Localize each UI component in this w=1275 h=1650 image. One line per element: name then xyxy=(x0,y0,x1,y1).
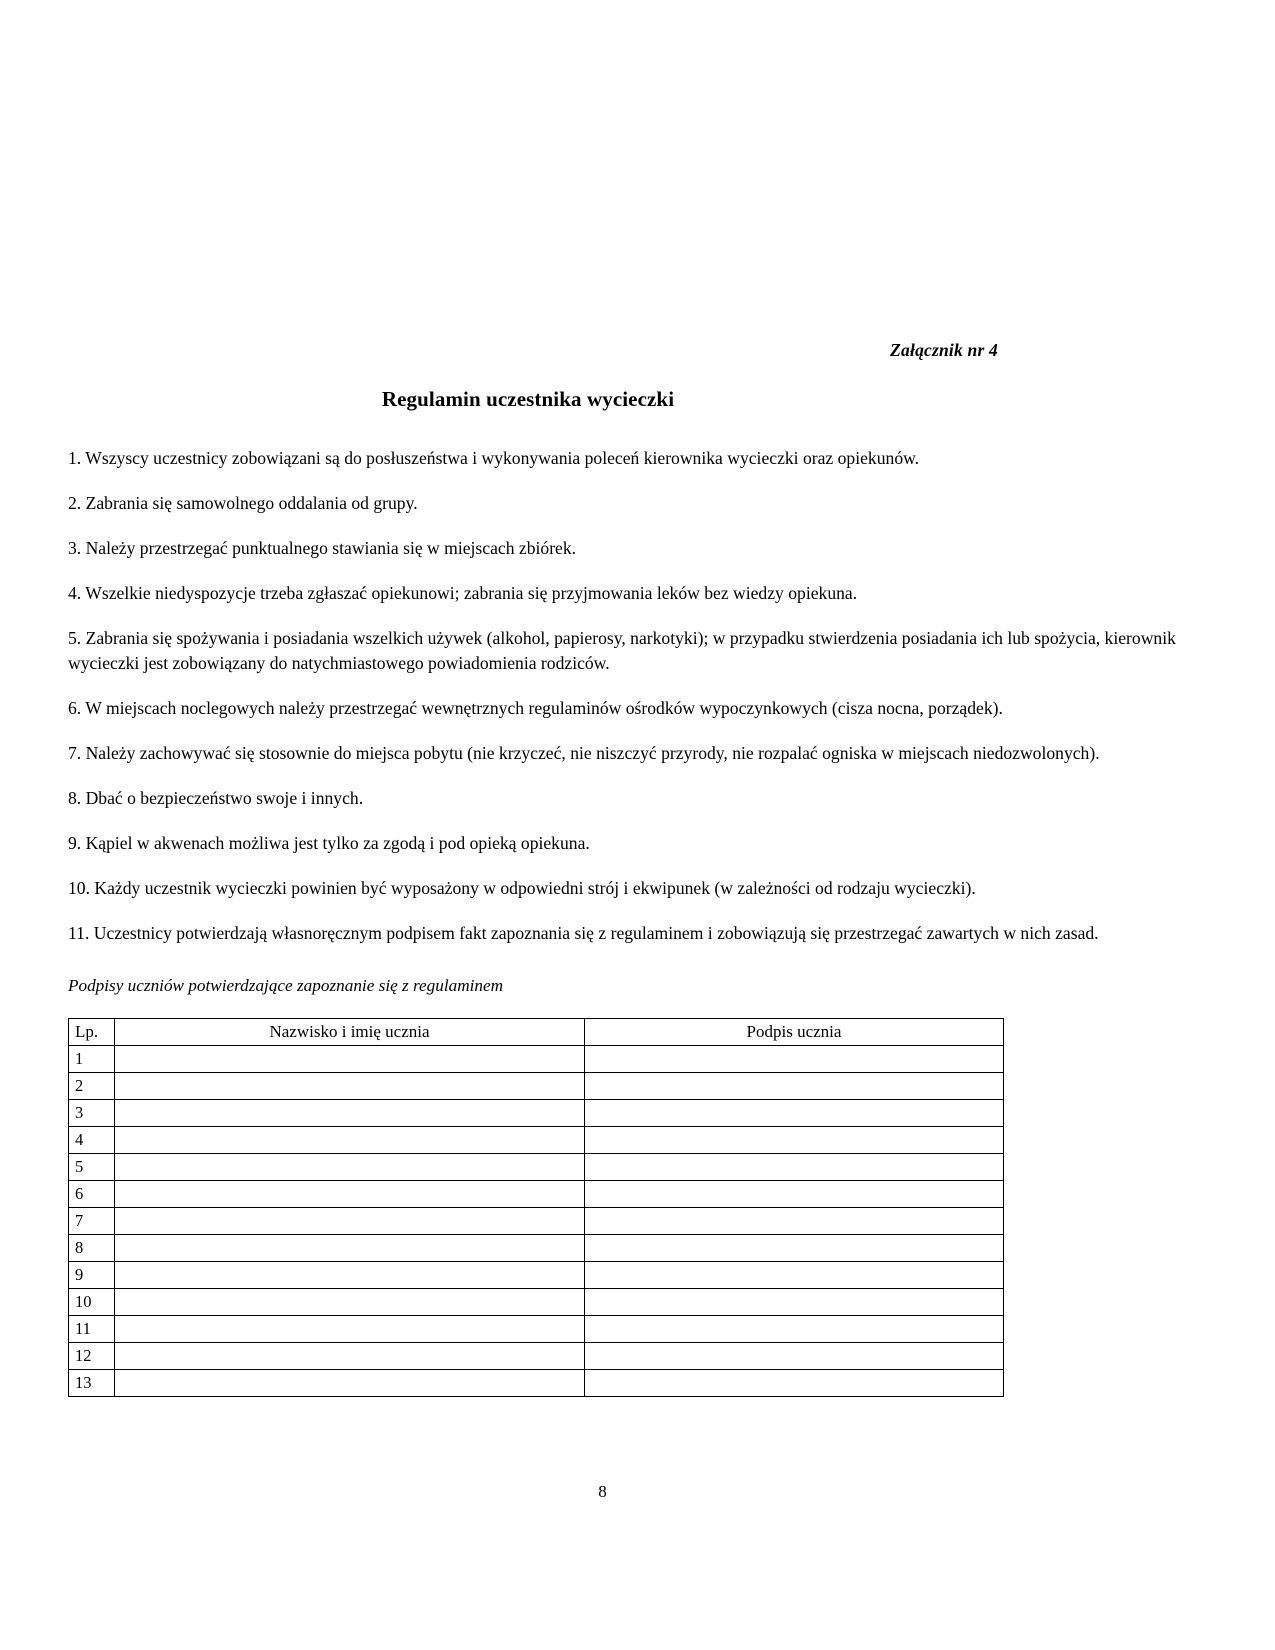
rule-item: 5. Zabrania się spożywania i posiadania wszelkich używek (alkohol, papierosy, narkotyki); w przypadku stwierdzenia posiadania ich lub spożycia, kierownik wycieczki jest zobowiązany do natychmiastowego powiadomienia rodziców. xyxy=(68,627,1176,673)
row-number: 10 xyxy=(69,1288,115,1315)
rules-list xyxy=(68,446,1178,946)
table-row xyxy=(69,1207,1004,1234)
row-number: 11 xyxy=(69,1315,115,1342)
table-row xyxy=(69,1153,1004,1180)
row-number: 3 xyxy=(69,1099,115,1126)
rule-item: 2. Zabrania się samowolnego oddalania od grupy. xyxy=(68,492,418,513)
signature-table xyxy=(68,1018,1004,1397)
row-number: 6 xyxy=(69,1180,115,1207)
student-name-cell[interactable] xyxy=(115,1180,585,1207)
student-name-cell[interactable] xyxy=(115,1126,585,1153)
student-signature-cell[interactable] xyxy=(585,1126,1004,1153)
annex-label: Załącznik nr 4 xyxy=(890,340,998,360)
table-row xyxy=(69,1099,1004,1126)
student-name-cell[interactable] xyxy=(115,1099,585,1126)
table-header-row xyxy=(69,1018,1004,1045)
student-signature-cell[interactable] xyxy=(585,1288,1004,1315)
table-row xyxy=(69,1072,1004,1099)
student-name-cell[interactable] xyxy=(115,1315,585,1342)
student-name-cell[interactable] xyxy=(115,1072,585,1099)
rule-item: 9. Kąpiel w akwenach możliwa jest tylko za zgodą i pod opieką opiekuna. xyxy=(68,832,590,853)
row-number: 4 xyxy=(69,1126,115,1153)
row-number: 1 xyxy=(69,1045,115,1072)
student-signature-cell[interactable] xyxy=(585,1315,1004,1342)
table-row xyxy=(69,1180,1004,1207)
student-signature-cell[interactable] xyxy=(585,1369,1004,1396)
rule-item: 7. Należy zachowywać się stosownie do miejsca pobytu (nie krzyczeć, nie niszczyć przyrody, nie rozpalać ogniska w miejscach niedozwolonych). xyxy=(68,742,1100,763)
student-name-cell[interactable] xyxy=(115,1045,585,1072)
student-signature-cell[interactable] xyxy=(585,1261,1004,1288)
student-name-cell[interactable] xyxy=(115,1342,585,1369)
row-number: 2 xyxy=(69,1072,115,1099)
rule-item: 10. Każdy uczestnik wycieczki powinien być wyposażony w odpowiedni strój i ekwipunek (w zależności od rodzaju wycieczki). xyxy=(68,877,976,898)
row-number: 12 xyxy=(69,1342,115,1369)
page-number: 8 xyxy=(598,1482,607,1501)
table-row xyxy=(69,1369,1004,1396)
student-signature-cell[interactable] xyxy=(585,1234,1004,1261)
student-signature-cell[interactable] xyxy=(585,1099,1004,1126)
table-row xyxy=(69,1126,1004,1153)
student-name-cell[interactable] xyxy=(115,1261,585,1288)
table-row xyxy=(69,1288,1004,1315)
table-row xyxy=(69,1342,1004,1369)
student-signature-cell[interactable] xyxy=(585,1180,1004,1207)
signature-table-head xyxy=(69,1018,1004,1045)
column-header-name: Nazwisko i imię ucznia xyxy=(115,1018,585,1045)
document-body xyxy=(68,340,1178,1397)
row-number: 7 xyxy=(69,1207,115,1234)
column-header-signature: Podpis ucznia xyxy=(585,1018,1004,1045)
student-signature-cell[interactable] xyxy=(585,1045,1004,1072)
row-number: 8 xyxy=(69,1234,115,1261)
column-header-lp: Lp. xyxy=(69,1018,115,1045)
student-name-cell[interactable] xyxy=(115,1234,585,1261)
signatures-caption: Podpisy uczniów potwierdzające zapoznanie się z regulaminem xyxy=(68,975,504,995)
rule-item: 6. W miejscach noclegowych należy przestrzegać wewnętrznych regulaminów ośrodków wypoczynkowych (cisza nocna, porządek). xyxy=(68,697,1003,718)
table-row xyxy=(69,1261,1004,1288)
student-name-cell[interactable] xyxy=(115,1288,585,1315)
rule-item: 3. Należy przestrzegać punktualnego stawiania się w miejscach zbiórek. xyxy=(68,537,577,558)
student-signature-cell[interactable] xyxy=(585,1342,1004,1369)
student-name-cell[interactable] xyxy=(115,1369,585,1396)
signature-table-body xyxy=(69,1045,1004,1396)
student-signature-cell[interactable] xyxy=(585,1072,1004,1099)
student-signature-cell[interactable] xyxy=(585,1153,1004,1180)
rule-item: 4. Wszelkie niedyspozycje trzeba zgłaszać opiekunowi; zabrania się przyjmowania leków bez wiedzy opiekuna. xyxy=(68,582,858,603)
table-row xyxy=(69,1234,1004,1261)
row-number: 13 xyxy=(69,1369,115,1396)
table-row xyxy=(69,1045,1004,1072)
rule-item: 11. Uczestnicy potwierdzają własnoręcznym podpisem fakt zapoznania się z regulaminem i zobowiązują się przestrzegać zawartych w nich zasad. xyxy=(68,922,1099,943)
table-row xyxy=(69,1315,1004,1342)
row-number: 9 xyxy=(69,1261,115,1288)
student-signature-cell[interactable] xyxy=(585,1207,1004,1234)
page-title: Regulamin uczestnika wycieczki xyxy=(381,387,675,411)
rule-item: 1. Wszyscy uczestnicy zobowiązani są do posłuszeństwa i wykonywania poleceń kierownika wycieczki oraz opiekunów. xyxy=(68,448,920,468)
student-name-cell[interactable] xyxy=(115,1207,585,1234)
student-name-cell[interactable] xyxy=(115,1153,585,1180)
rule-item: 8. Dbać o bezpieczeństwo swoje i innych. xyxy=(68,787,364,808)
row-number: 5 xyxy=(69,1153,115,1180)
